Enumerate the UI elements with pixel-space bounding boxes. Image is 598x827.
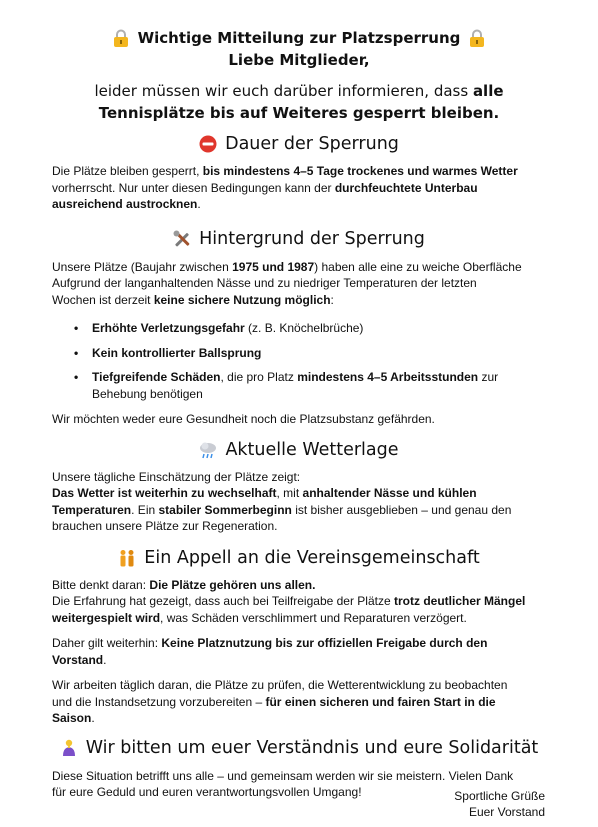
section-heading-appeal: Ein Appell an die Vereinsgemeinschaft <box>52 546 546 570</box>
lock-icon <box>468 29 486 47</box>
no-entry-icon <box>199 135 217 153</box>
signature <box>454 788 545 820</box>
people-icon <box>118 549 136 567</box>
title-text: Wichtige Mitteilung zur Platzsperrung <box>137 29 461 47</box>
section-heading-solidarity: Wir bitten um euer Verständnis und eure Solidarität <box>52 736 546 760</box>
section-heading-background: Hintergrund der Sperrung <box>52 227 546 251</box>
tools-icon <box>173 230 191 248</box>
intro-text: leider müssen wir euch darüber informieren, dass alle Tennisplätze bis auf Weiteres gesperrt bleiben. <box>94 82 504 122</box>
rain-cloud-icon <box>199 441 217 459</box>
solidarity-paragraph: Diese Situation betrifft uns alle – und gemeinsam werden wir sie meistern. Vielen Dank für eure Geduld und euren verantwortungsvollen Umgang! <box>52 768 514 799</box>
greeting: Liebe Mitglieder, <box>228 51 370 69</box>
list-item: • Kein kontrollierter Ballsprung <box>52 345 546 362</box>
background-closing: Wir möchten weder eure Gesundheit noch die Platzsubstanz gefährden. <box>52 412 435 426</box>
list-item: • Erhöhte Verletzungsgefahr (z. B. Knöchelbrüche) <box>52 320 546 337</box>
page-title <box>52 28 546 48</box>
risk-list <box>52 320 546 402</box>
duration-paragraph: Die Plätze bleiben gesperrt, bis mindestens 4–5 Tage trockenes und warmes Wetter vorherrscht. Nur unter diesen Bedingungen kann der durchfeuchtete Unterbau ausreichend austrocknen. <box>52 164 518 211</box>
appeal-paragraph-2: Daher gilt weiterhin: Keine Platznutzung bis zur offiziellen Freigabe durch den Vorstand. <box>52 636 488 667</box>
weather-paragraph: Unsere tägliche Einschätzung der Plätze zeigt: Das Wetter ist weiterhin zu wechselhaft, mit anhaltender Nässe und kühlen Temperaturen. Ein stabiler Sommerbeginn ist bisher ausgeblieben – und genau den brauchen unsere Plätze zur Regeneration. <box>52 469 512 533</box>
background-paragraph: Unsere Plätze (Baujahr zwischen 1975 und 1987) haben alle eine zu weiche Oberfläche Aufgrund der langanhaltenden Nässe und zu niedriger Temperaturen der letzten Wochen ist derzeit keine sichere Nutzung möglich: <box>52 259 522 307</box>
appeal-paragraph-3: Wir arbeiten täglich daran, die Plätze zu prüfen, die Wetterentwicklung zu beobachten und die Instandsetzung vorzubereiten – für einen sicheren und fairen Start in die Saison. <box>52 678 508 725</box>
list-item: • Tiefgreifende Schäden, die pro Platz mindestens 4–5 Arbeitsstunden zur Behebung benötigen <box>52 369 546 402</box>
praying-hands-icon <box>60 739 78 757</box>
section-heading-duration: Dauer der Sperrung <box>52 132 546 156</box>
signature-name: Euer Vorstand <box>468 805 545 819</box>
section-heading-weather: Aktuelle Wetterlage <box>52 438 546 462</box>
closing-greeting: Sportliche Grüße <box>454 789 545 803</box>
appeal-paragraph-1: Bitte denkt daran: Die Plätze gehören uns allen. Die Erfahrung hat gezeigt, dass auch bei Teilfreigabe der Plätze trotz deutlicher Mängel weitergespielt wird, was Schäden verschlimmert und Reparaturen verzögert. <box>52 577 526 625</box>
lock-icon <box>112 29 130 47</box>
